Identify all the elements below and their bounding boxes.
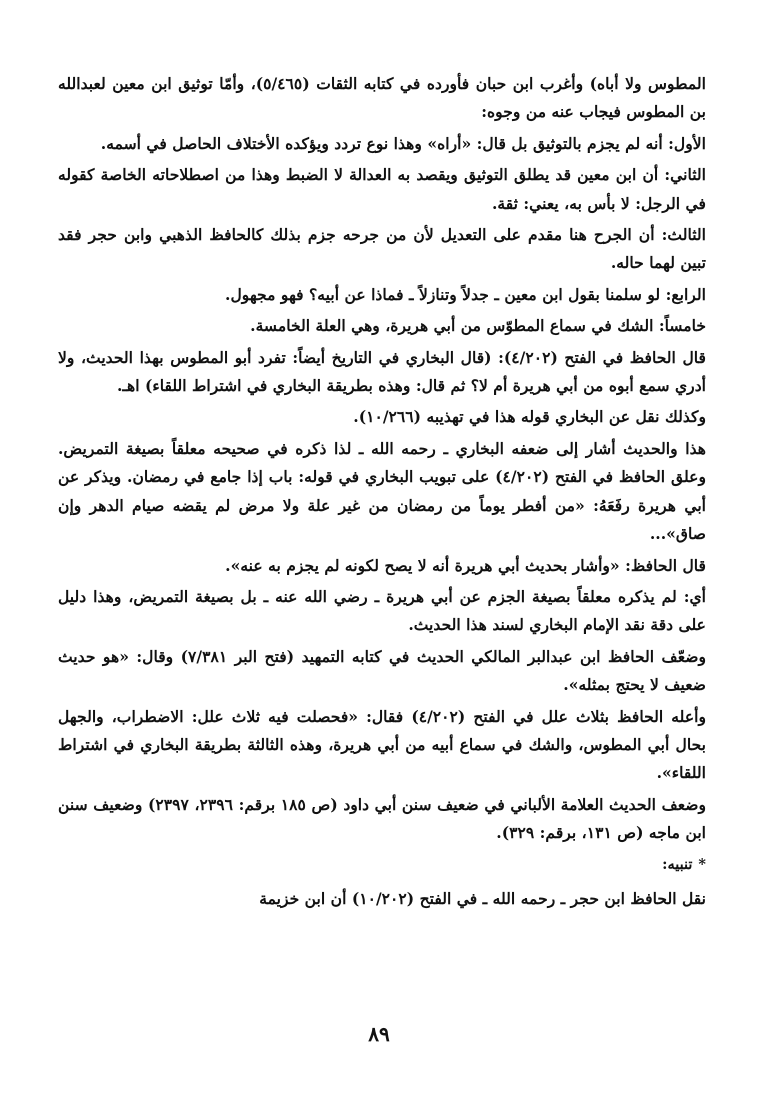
paragraph-11: أي: لم يذكره معلقاً بصيغة الجزم عن أبي هريرة ـ رضي الله عنه ـ بل بصيغة التمريض، وهذا دليل على دقة نقد الإمام البخاري لسند هذا الحديث. <box>58 586 706 635</box>
paragraph-tail: نقل الحافظ ابن حجر ـ رحمه الله ـ في الفتح (١٠/٢٠٢) أن ابن خزيمة <box>259 888 706 908</box>
page-body <box>58 70 706 916</box>
paragraph-3: الثاني: أن ابن معين قد يطلق التوثيق ويقصد به العدالة لا الضبط وهذا من اصطلاحاته الخاصة كقوله في الرجل: لا بأس به، يعني: ثقة. <box>58 165 706 213</box>
paragraph-10: قال الحافظ: «وأشار بحديث أبي هريرة أنه لا يصح لكونه لم يجزم به عنه». <box>225 555 706 575</box>
note-heading <box>58 851 706 879</box>
note-marker: * <box>698 855 706 873</box>
paragraph-9: هذا والحديث أشار إلى ضعفه البخاري ـ رحمه الله ـ لذا ذكره في صحيحه معلقاً بصيغة التمريض. وعلق الحافظ في الفتح (٤/٢٠٢) على تبويب البخاري في قوله: باب إذا جامع في رمضان. ويذكر عن أبي هريرة رفَعَهُ: «من أفطر يوماً من رمضان من غير علة ولا مرض لم يقضه صيام الدهر وإن صاق»... <box>58 438 706 544</box>
paragraph-8: وكذلك نقل عن البخاري قوله هذا في تهذيبه (١٠/٢٦٦). <box>353 407 706 427</box>
paragraph-4: الثالث: أن الجرح هنا مقدم على التعديل لأن من جرحه جزم بذلك كالحافظ الذهبي وابن حجر فقد تبين لهما حاله. <box>58 225 706 273</box>
paragraph-6: خامساً: الشك في سماع المطوّس من أبي هريرة، وهي العلة الخامسة. <box>250 316 706 336</box>
paragraph-7: قال الحافظ في الفتح (٤/٢٠٢): (قال البخاري في التاريخ أيضاً: تفرد أبو المطوس بهذا الحديث، ولا أدري سمع أبوه من أبي هريرة أم لا؟ ثم قال: وهذه بطريقة البخاري في اشتراط اللقاء) اهـ. <box>58 347 706 396</box>
page-number: ٨٩ <box>368 1022 390 1046</box>
paragraph-2: الأول: أنه لم يجزم بالتوثيق بل قال: «أراه» وهذا نوع تردد ويؤكده الأختلاف الحاصل في أسمه. <box>100 133 706 153</box>
paragraph-5: الرابع: لو سلمنا بقول ابن معين ـ جدلاً وتنازلاً ـ فماذا عن أبيه؟ فهو مجهول. <box>225 284 706 304</box>
paragraph-12: وضعّف الحافظ ابن عبدالبر المالكي الحديث في كتابه التمهيد (فتح البر ٧/٣٨١) وقال: «هو حديث ضعيف لا يحتج بمثله». <box>58 646 706 695</box>
paragraph-13: وأعله الحافظ بثلاث علل في الفتح (٤/٢٠٢) فقال: «فحصلت فيه ثلاث علل: الاضطراب، والجهل بحال أبي المطوس، والشك في سماع أبيه من أبي هريرة، وهذه الثالثة بطريقة البخاري في اشتراط اللقاء». <box>58 706 706 783</box>
paragraph-14: وضعف الحديث العلامة الألباني في ضعيف سنن أبي داود (ص ١٨٥ برقم: ٢٣٩٦، ٢٣٩٧) وضعيف سنن ابن ماجه (ص ١٣١، برقم: ٣٢٩). <box>58 794 707 843</box>
paragraph-1: المطوس ولا أباه) وأغرب ابن حبان فأورده في كتابه الثقات (٥/٤٦٥)، وأمّا توثيق ابن معين لعبدالله بن المطوس فيجاب عنه من وجوه: <box>58 74 706 122</box>
note-heading-label: تنبيه: <box>662 855 693 873</box>
